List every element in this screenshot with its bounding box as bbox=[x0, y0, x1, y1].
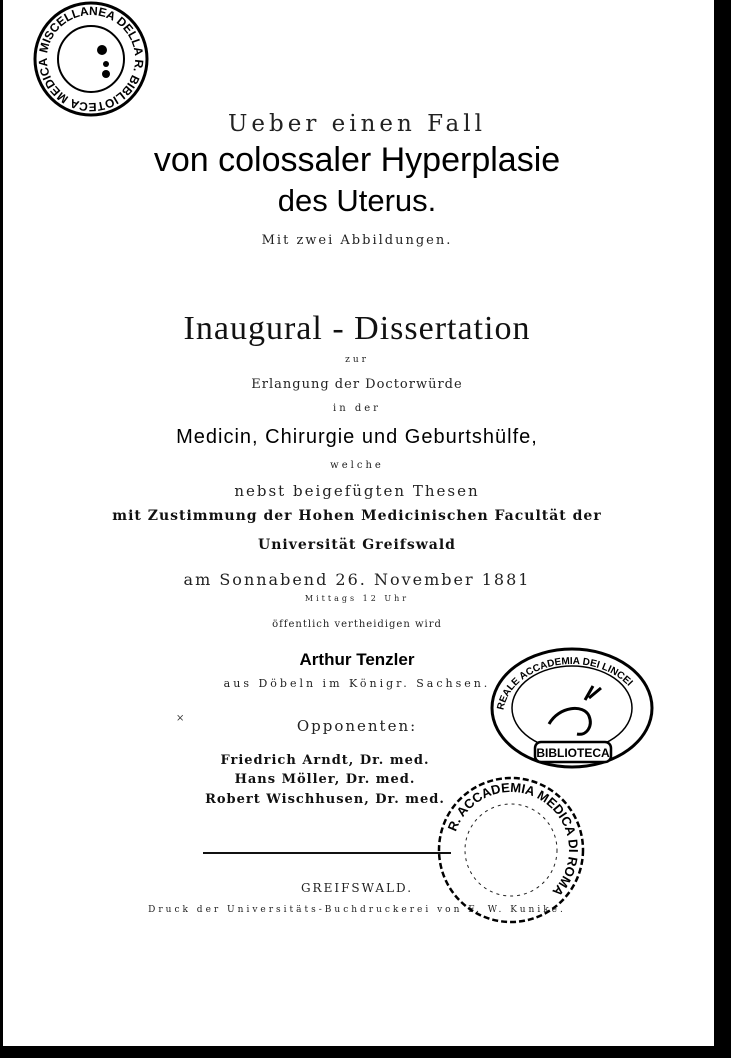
welche-text: welche bbox=[330, 460, 384, 471]
title-line-3: des Uterus. bbox=[277, 183, 437, 218]
opponent-2: Hans Möller, Dr. med. bbox=[234, 772, 416, 787]
separator-rule bbox=[203, 852, 451, 854]
svg-text:MISCELLANEA DELLA R. BIBLIOTEC: MISCELLANEA DELLA R. BIBLIOTECA MEDICA bbox=[35, 3, 147, 115]
author-origin: aus Döbeln im Königr. Sachsen. bbox=[223, 677, 491, 690]
imprint-city: GREIFSWALD. bbox=[300, 881, 414, 895]
title-line-1: Ueber einen Fall bbox=[228, 111, 486, 137]
faculty-text: Medicin, Chirurgie und Geburtshülfe, bbox=[176, 426, 538, 448]
svg-text:BIBLIOTECA: BIBLIOTECA bbox=[536, 746, 610, 760]
zur-text: zur bbox=[345, 355, 369, 365]
scan-edge-right bbox=[714, 0, 731, 1058]
title-line-2: von colossaler Hyperplasie bbox=[153, 141, 561, 179]
library-stamp-round bbox=[435, 774, 587, 926]
erlangung-text: Erlangung der Doctorwürde bbox=[251, 377, 463, 392]
svg-text:REALE ACCADEMIA DEI LINCEI: REALE ACCADEMIA DEI LINCEI bbox=[495, 655, 635, 711]
zustimmung-text: mit Zustimmung der Hohen Medicinischen Facultät der bbox=[112, 508, 602, 524]
in-der-text: in der bbox=[333, 403, 381, 414]
opponent-1: Friedrich Arndt, Dr. med. bbox=[220, 753, 430, 768]
universitaet-text: Universität Greifswald bbox=[258, 537, 456, 553]
svg-text:R. ACCADEMIA MEDICA DI ROMA: R. ACCADEMIA MEDICA DI ROMA bbox=[444, 779, 582, 900]
author-name: Arthur Tenzler bbox=[299, 650, 415, 669]
opponenten-title: Opponenten: bbox=[296, 717, 418, 735]
scan-edge-bottom bbox=[0, 1046, 731, 1058]
imprint-printer: Druck der Universitäts-Buchdruckerei von F. W. Kunike. bbox=[148, 905, 566, 915]
library-stamp-top-left bbox=[32, 0, 150, 118]
mittags-text: Mittags 12 Uhr bbox=[304, 594, 410, 603]
oeffentlich-text: öffentlich vertheidigen wird bbox=[272, 619, 442, 630]
nebst-text: nebst beigefügten Thesen bbox=[234, 482, 480, 500]
subtitle: Mit zwei Abbildungen. bbox=[261, 233, 453, 248]
opponent-3: Robert Wischhusen, Dr. med. bbox=[205, 792, 445, 807]
datum-text: am Sonnabend 26. November 1881 bbox=[183, 570, 531, 589]
stray-mark: × bbox=[176, 713, 185, 724]
library-stamp-oval bbox=[489, 646, 655, 770]
dissertation-heading: Inaugural - Dissertation bbox=[183, 310, 531, 347]
